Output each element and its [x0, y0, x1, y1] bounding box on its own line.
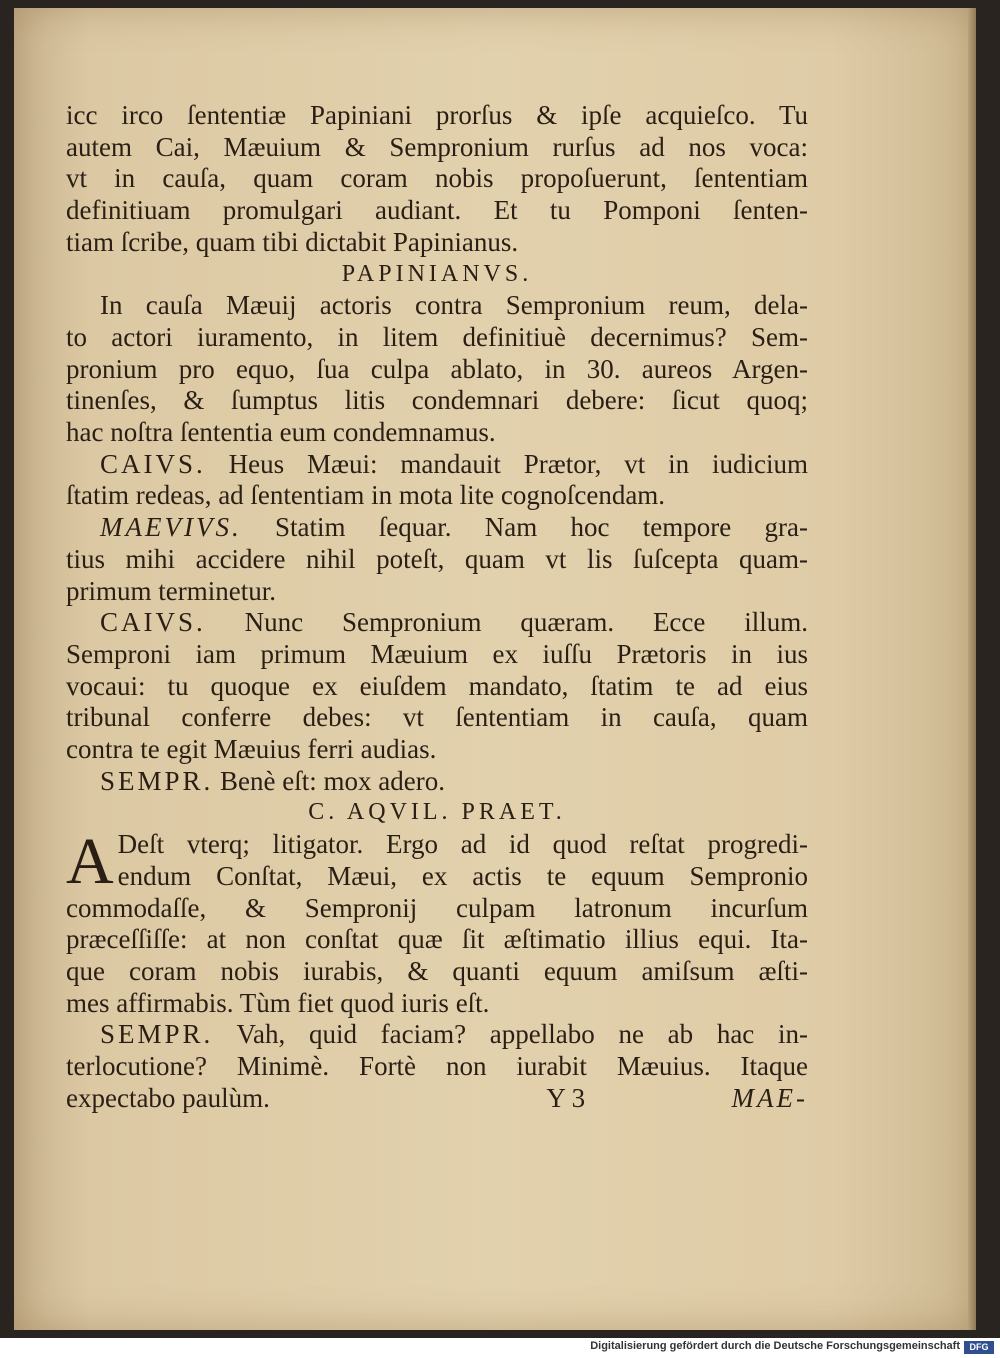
dialogue-line — [66, 512, 808, 544]
speaker-heading-aquil: C. AQVIL. PRAET. — [308, 799, 566, 826]
text-line: endum Conſtat, Mæui, ex actis te equum Sempronio — [117, 860, 808, 891]
dfg-logo: DFG — [964, 1341, 994, 1354]
speaker-label: SEMPR. — [100, 1019, 214, 1050]
text-line: pronium pro equo, ſua culpa ablato, in 30. aureos Argen- — [66, 353, 808, 384]
digitization-footer — [0, 1338, 1000, 1358]
text-line: tribunal conferre debes: vt ſententiam in cauſa, quam — [66, 702, 808, 733]
dialogue-line — [66, 766, 808, 798]
text-line: autem Cai, Mæuium & Sempronium rurſus ad nos voca: — [66, 131, 808, 162]
text-line: Deſt vterq; litigator. Ergo ad id quod reſtat progredi- — [117, 829, 808, 860]
text-line: commodaſſe, & Sempronij culpam latronum incurſum — [66, 892, 808, 923]
text-line: hac noſtra ſententia eum condemnamus. — [66, 417, 496, 448]
dialogue-text: Heus Mæui: mandauit Prætor, vt in iudicium — [228, 448, 809, 479]
text-line: primum terminetur. — [66, 575, 276, 606]
funding-credit: Digitalisierung gefördert durch die Deutsche Forschungsgemeinschaft — [590, 1340, 960, 1352]
dialogue-line — [66, 607, 808, 639]
dialogue-text: Statim ſequar. Nam hoc tempore gra- — [274, 512, 809, 543]
dialogue-line — [66, 449, 808, 481]
dialogue-text: Nunc Sempronium quæram. Ecce illum. — [244, 607, 809, 638]
page-text — [66, 100, 808, 1115]
speaker-label: SEMPR. — [100, 765, 214, 796]
speaker-label: CAIVS. — [100, 607, 206, 638]
text-line: to actori iuramento, in litem definitiuè decernimus? Sem- — [66, 321, 808, 352]
catchword: MAE- — [731, 1082, 808, 1113]
text-line: vocaui: tu quoque ex eiuſdem mandato, ſtatim te ad eius — [66, 670, 808, 701]
speaker-label: CAIVS. — [100, 448, 206, 479]
drop-cap: A — [66, 825, 114, 899]
text-line: mes affirmabis. Tùm fiet quod iuris eſt. — [66, 987, 490, 1018]
dialogue-line — [66, 1019, 808, 1051]
text-line: tiam ſcribe, quam tibi dictabit Papinianus. — [66, 226, 519, 257]
speaker-label: MAEVIVS. — [100, 512, 242, 543]
dialogue-text: Benè eſt: mox adero. — [220, 765, 445, 796]
text-line: Semproni iam primum Mæuium ex iuſſu Prætoris in ius — [66, 638, 808, 669]
paragraph-with-drop-cap — [66, 825, 808, 1019]
dialogue-text: Vah, quid faciam? appellabo ne ab hac in- — [236, 1019, 808, 1050]
text-line: icc irco ſententiæ Papiniani prorſus & ipſe acquieſco. Tu — [66, 100, 808, 130]
text-line: expectabo paulùm. — [66, 1082, 270, 1113]
text-line: contra te egit Mæuius ferri audias. — [66, 734, 437, 765]
text-line: terlocutione? Minimè. Fortè non iurabit Mæuius. Itaque — [66, 1051, 808, 1082]
speaker-heading-papinianus: PAPINIANVS. — [341, 260, 533, 287]
page-edge — [968, 8, 976, 1330]
text-line: In cauſa Mæuij actoris contra Sempronium reum, dela- — [100, 290, 808, 321]
text-line: que coram nobis iurabis, & quanti equum amiſsum æſti- — [66, 955, 808, 986]
text-line: tinenſes, & ſumptus litis condemnari debere: ſicut quoq; — [66, 385, 808, 416]
text-line: definitiuam promulgari audiant. Et tu Pomponi ſenten- — [66, 195, 808, 226]
signature-mark: Y 3 — [546, 1082, 586, 1113]
text-line: præceſſiſſe: at non conſtat quæ ſit æſtimatio illius equi. Ita- — [66, 924, 808, 955]
text-line: tius mihi accidere nihil poteſt, quam vt lis ſuſcepta quam- — [66, 543, 808, 574]
text-line: ſtatim redeas, ad ſententiam in mota lite cognoſcendam. — [66, 480, 666, 511]
page-bottom-line — [66, 1083, 808, 1115]
text-line: vt in cauſa, quam coram nobis propoſuerunt, ſententiam — [66, 163, 808, 194]
book-page — [14, 8, 976, 1330]
